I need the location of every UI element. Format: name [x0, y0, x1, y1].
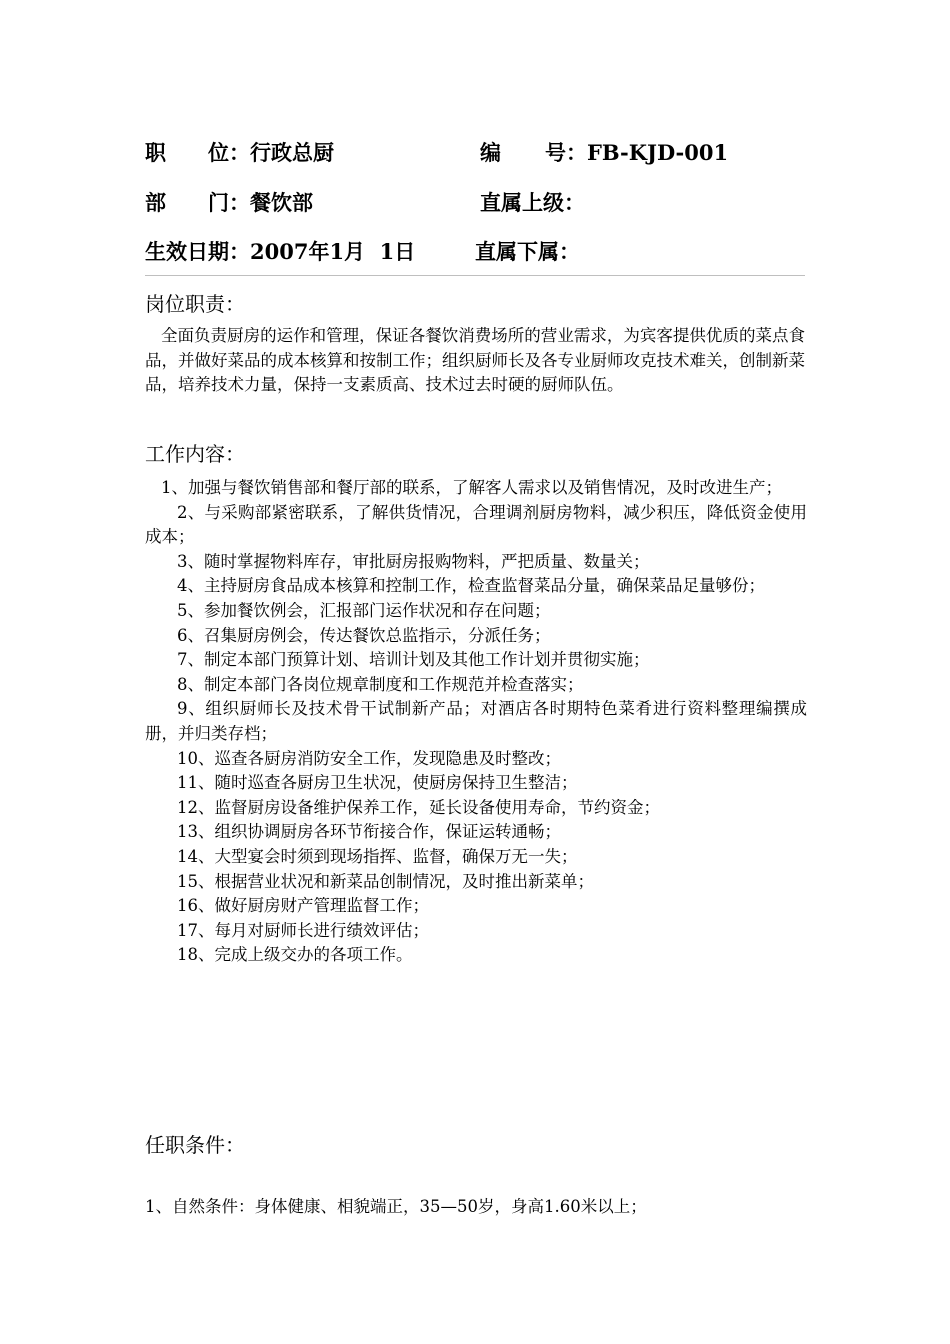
- qualification-item: 1、自然条件：身体健康、相貌端正，35—50岁，身高1.60米以上；: [145, 1197, 647, 1216]
- position-value: 行政总厨: [250, 140, 334, 165]
- list-item: 7、制定本部门预算计划、培训计划及其他工作计划并贯彻实施；: [177, 650, 650, 670]
- header-divider: [145, 275, 805, 276]
- department-label: 部: [145, 190, 166, 215]
- list-item: 1、加强与餐饮销售部和餐厅部的联系，了解客人需求以及销售情况，及时改进生产；: [161, 478, 782, 497]
- code-label-suffix: 号：: [545, 140, 587, 165]
- list-item: 15、根据营业状况和新菜品创制情况，及时推出新菜单；: [177, 871, 594, 891]
- superior-field: [480, 187, 585, 217]
- work-items-list: [145, 476, 807, 968]
- duties-text: 全面负责厨房的运作和管理，保证各餐饮消费场所的营业需求，为宾客提供优质的菜点食品，并做好菜品的成本核算和按制工作；组织厨师长及各专业厨师攻克技术难关，创制新菜品，培养技术力量，保持一支素质高、技术过去时硬的厨师队伍。: [145, 326, 805, 394]
- code-value: FB-KJD-001: [587, 140, 729, 165]
- list-item: 13、组织协调厨房各环节衔接合作，保证运转通畅；: [177, 822, 561, 842]
- list-item: 18、完成上级交办的各项工作。: [177, 945, 413, 965]
- effective-date-value: 2007年1月 1日: [250, 239, 416, 264]
- list-item: 5、参加餐饮例会，汇报部门运作状况和存在问题；: [177, 600, 551, 620]
- duties-heading: 岗位职责：: [145, 292, 245, 316]
- list-item: 10、巡查各厨房消防安全工作，发现隐患及时整改；: [177, 748, 561, 768]
- effective-date-label: 生效日期：: [145, 239, 250, 264]
- effective-date-field: [145, 236, 415, 266]
- department-label-suffix: 门：: [208, 190, 250, 215]
- list-item: 12、监督厨房设备维护保养工作，延长设备使用寿命，节约资金；: [177, 797, 660, 817]
- subordinate-label: 直属下属：: [475, 239, 580, 264]
- subordinate-field: [475, 236, 580, 266]
- code-label: 编: [480, 140, 501, 165]
- list-item: 9、组织厨师长及技术骨干试制新产品；对酒店各时期特色菜肴进行资料整理编撰成册，并归类存档；: [145, 699, 807, 743]
- list-item: 3、随时掌握物料库存，审批厨房报购物料，严把质量、数量关；: [177, 551, 650, 571]
- list-item: 8、制定本部门各岗位规章制度和工作规范并检查落实；: [177, 674, 584, 694]
- list-item: 2、与采购部紧密联系，了解供货情况，合理调剂厨房物料，减少积压，降低资金使用成本；: [145, 502, 807, 547]
- position-field: [145, 137, 334, 167]
- list-item: 6、召集厨房例会，传达餐饮总监指示，分派任务；: [177, 625, 551, 645]
- list-item: 17、每月对厨师长进行绩效评估；: [177, 920, 429, 940]
- list-item: 11、随时巡查各厨房卫生状况，使厨房保持卫生整洁；: [177, 773, 578, 793]
- code-field: [480, 137, 728, 167]
- list-item: 14、大型宴会时须到现场指挥、监督，确保万无一失；: [177, 846, 578, 866]
- position-label: 职: [145, 140, 166, 165]
- department-field: [145, 187, 313, 217]
- superior-label: 直属上级：: [480, 190, 585, 215]
- position-label-suffix: 位：: [208, 140, 250, 165]
- list-item: 4、主持厨房食品成本核算和控制工作，检查监督菜品分量，确保菜品足量够份；: [177, 576, 765, 596]
- list-item: 16、做好厨房财产管理监督工作；: [177, 896, 429, 916]
- department-value: 餐饮部: [250, 190, 313, 215]
- qualifications-heading: 任职条件：: [145, 1133, 245, 1157]
- work-heading: 工作内容：: [145, 442, 245, 466]
